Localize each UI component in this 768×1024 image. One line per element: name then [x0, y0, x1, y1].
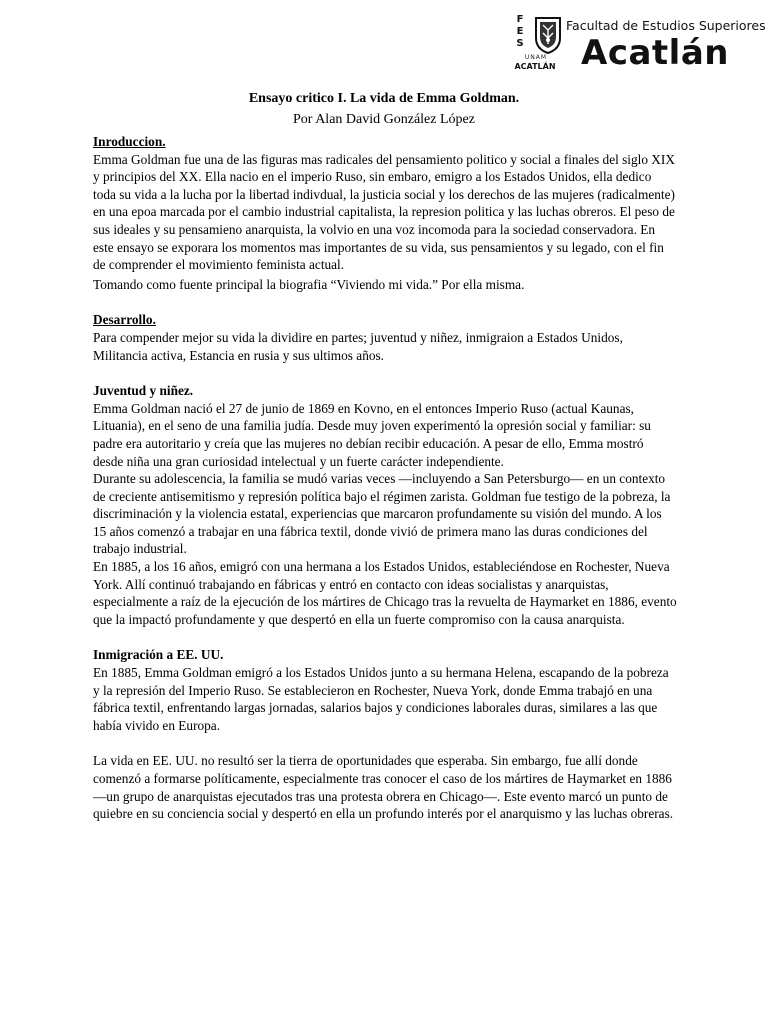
paragraph: En 1885, Emma Goldman emigró a los Estados Unidos junto a su hermana Helena, escapando de la pobreza y la represión del Imperio Ruso. Se establecieron en Rochester, Nueva York, donde Emma trabajó en una fábrica textil, enfrentando largas jornadas, salarios bajos y condiciones laborales duras, similares a las que había vivido en Europa. — [93, 665, 669, 733]
paragraph: Tomando como fuente principal la biografia “Viviendo mi vida.” Por ella misma. — [93, 276, 525, 292]
fes-letters — [509, 14, 531, 50]
unam-label: UNAM — [524, 54, 548, 61]
section-heading-desarrollo: Desarrollo. — [93, 312, 156, 328]
paragraph: Para compender mejor su vida la dividire en partes; juventud y niñez, inmigraion a Estados Unidos, Militancia activa, Estancia en rusia y sus ultimos años. — [93, 329, 623, 363]
document-author: Por Alan David González López — [293, 112, 475, 127]
fes-letter-s: S — [516, 38, 524, 49]
section-heading-juventud: Juventud y niñez. — [93, 383, 194, 399]
paragraph: La vida en EE. UU. no resultó ser la tierra de oportunidades que esperaba. Sin embargo, fue allí donde comenzó a formarse políticamente, especialmente tras conocer el caso de los mártires de Haymarket en 1886 —un grupo de anarquistas ejecutados tras una protesta obrera en Chicago—. Este evento marcó un punto de quiebre en su conciencia social y despertó en ella un profundo interés por el anarquismo y las luchas obreras. — [93, 753, 674, 822]
fes-letter-e: E — [516, 26, 524, 37]
fes-acatlan-logo — [509, 14, 766, 76]
paragraph: En 1885, a los 16 años, emigró con una hermana a los Estados Unidos, estableciéndose en Rochester, Nueva York. Allí continuó trabajando en fábricas y entró en contacto con ideas socialistas y anarquistas, especialmente a raíz de la ejecución de los mártires de Chicago tras la revuelta de Haymarket en 1886, evento que la impactó profundamente y que despertó en ella un fuerte compromiso con la causa anarquista. — [93, 559, 677, 627]
faculty-name: Facultad de Estudios Superiores — [566, 18, 766, 33]
paragraph: Durante su adolescencia, la familia se mudó varias veces —incluyendo a San Petersburgo— en un contexto de creciente antisemitismo y represión política bajo el régimen zarista. Goldman fue testigo de la pobreza, la discriminación y la violencia estatal, experiencias que marcaron profundamente su visión del mundo. A los 15 años comenzó a trabajar en una fábrica textil, donde vivió de primera mano las duras condiciones del trabajo industrial. — [93, 471, 671, 557]
document-body — [93, 133, 677, 823]
acatlan-small-label: ACATLÁN — [514, 62, 556, 71]
document-title: Ensayo critico I. La vida de Emma Goldman. — [248, 91, 520, 106]
section-heading-inmigracion: Inmigración a EE. UU. — [93, 647, 224, 663]
campus-name: Acatlán — [581, 33, 729, 73]
paragraph: Emma Goldman fue una de las figuras mas radicales del pensamiento politico y social a finales del siglo XIX y principios del XX. Ella nacio en el imperio Ruso, sin embaro, emigro a los Estados Unidos, ella dedico toda su vida a la lucha por la libertad indivdual, la justicia social y los derechos de las mujeres (radicalmente) en una epoa marcada por el cambio industrial capitalista, la represion politica y las luchas obreros. El peso de sus ideales y su pensamieno anarquista, la volvio en una voz incomoda para la sociedad conservadora. En este ensayo se exporara los momentos mas importantes de su vida, sus pensamientos y su legado, con el fin de comprender el movimiento feminista actual. — [93, 151, 675, 273]
fes-letter-f: F — [516, 14, 524, 25]
section-heading-introduccion: Inroduccion. — [93, 134, 166, 149]
paragraph: Emma Goldman nació el 27 de junio de 1869 en Kovno, en el entonces Imperio Ruso (actual Kaunas, Lituania), en el seno de una familia judía. Desde muy joven experimentó la opresión social y familiar: su padre era autoritario y creía que las mujeres no debían recibir educación. A pesar de ello, Emma mostró desde niña una gran curiosidad intelectual y un fuerte carácter independiente. — [93, 400, 651, 469]
unam-seal-icon — [533, 16, 563, 54]
